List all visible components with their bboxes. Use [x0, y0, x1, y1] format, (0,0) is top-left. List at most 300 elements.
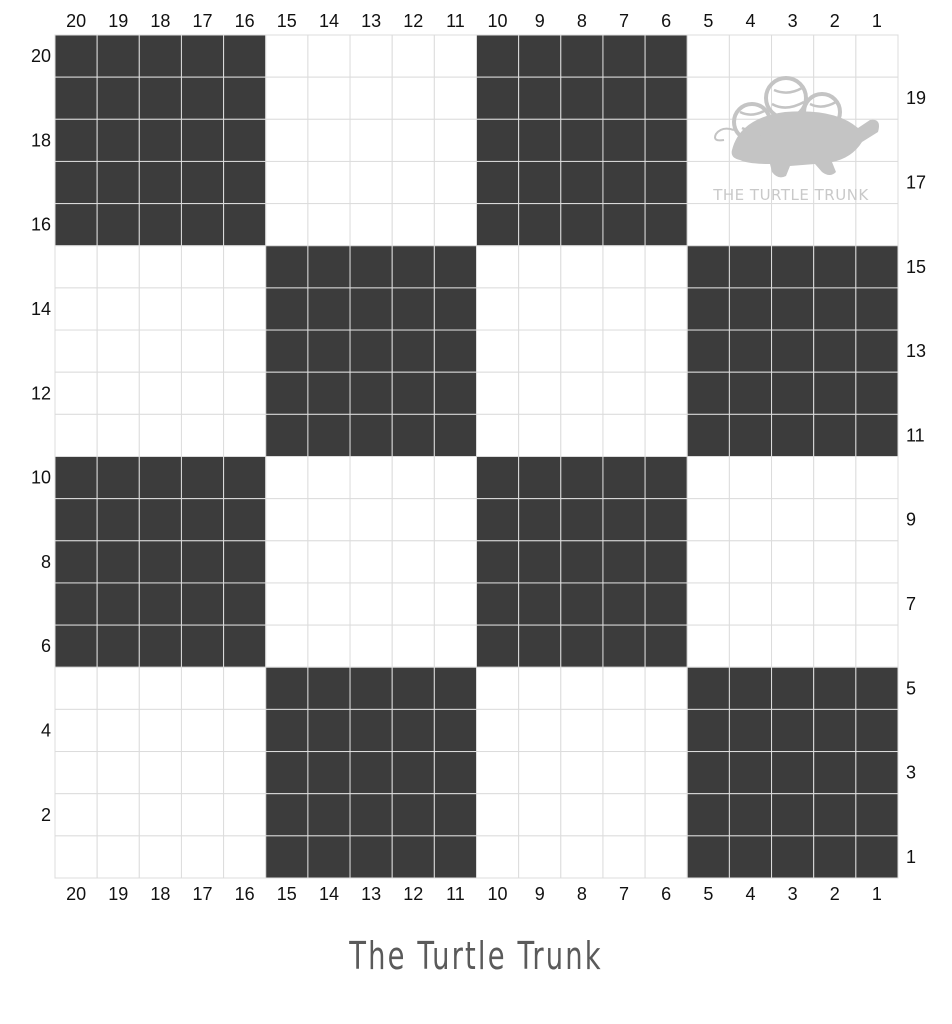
grid-cell-dark	[139, 77, 181, 119]
row-label-right: 5	[906, 678, 917, 699]
grid-cell-dark	[645, 499, 687, 541]
grid-cell-dark	[266, 667, 308, 709]
column-label-bottom: 6	[661, 884, 672, 904]
grid-cell-dark	[97, 204, 139, 246]
grid-cell-light	[856, 625, 898, 667]
grid-cell-dark	[139, 35, 181, 77]
grid-cell-dark	[266, 372, 308, 414]
column-label-bottom: 18	[150, 884, 171, 904]
grid-cell-light	[434, 161, 476, 203]
grid-cell-dark	[266, 752, 308, 794]
grid-cell-light	[139, 836, 181, 878]
row-label-right: 1	[906, 846, 917, 867]
grid-cell-dark	[687, 372, 729, 414]
grid-cell-dark	[856, 372, 898, 414]
column-label-bottom: 8	[576, 884, 587, 904]
grid-cell-dark	[814, 709, 856, 751]
grid-cell-light	[139, 372, 181, 414]
grid-cell-dark	[687, 288, 729, 330]
grid-cell-light	[561, 752, 603, 794]
grid-cell-dark	[224, 457, 266, 499]
grid-cell-dark	[55, 583, 97, 625]
grid-cell-dark	[350, 752, 392, 794]
grid-cell-dark	[97, 161, 139, 203]
grid-cell-dark	[561, 457, 603, 499]
column-label-top: 11	[446, 11, 465, 31]
grid-cell-light	[181, 330, 223, 372]
grid-cell-light	[814, 583, 856, 625]
grid-cell-light	[519, 372, 561, 414]
grid-cell-light	[729, 583, 771, 625]
grid-cell-light	[392, 35, 434, 77]
grid-cell-light	[97, 836, 139, 878]
grid-cell-dark	[181, 77, 223, 119]
column-label-bottom: 11	[446, 884, 465, 904]
column-label-top: 13	[361, 11, 382, 31]
grid-cell-dark	[350, 794, 392, 836]
grid-cell-dark	[266, 246, 308, 288]
grid-cell-dark	[434, 246, 476, 288]
grid-cell-light	[139, 752, 181, 794]
grid-cell-light	[181, 752, 223, 794]
grid-cell-light	[477, 288, 519, 330]
grid-cell-dark	[350, 288, 392, 330]
grid-cell-dark	[308, 330, 350, 372]
grid-cell-light	[856, 204, 898, 246]
grid-cell-dark	[350, 414, 392, 456]
grid-cell-light	[645, 752, 687, 794]
grid-cell-dark	[814, 372, 856, 414]
grid-cell-dark	[729, 667, 771, 709]
grid-cell-light	[814, 541, 856, 583]
grid-cell-light	[97, 246, 139, 288]
grid-cell-dark	[814, 794, 856, 836]
grid-cell-dark	[392, 667, 434, 709]
grid-cell-light	[266, 35, 308, 77]
grid-cell-light	[434, 35, 476, 77]
grid-cell-dark	[729, 794, 771, 836]
grid-cell-dark	[266, 414, 308, 456]
grid-cell-dark	[772, 414, 814, 456]
grid-cell-dark	[519, 499, 561, 541]
grid-cell-dark	[603, 583, 645, 625]
grid-cell-light	[350, 77, 392, 119]
grid-cell-dark	[224, 204, 266, 246]
grid-cell-light	[477, 414, 519, 456]
row-label-left: 20	[30, 46, 51, 67]
grid-cell-light	[645, 246, 687, 288]
grid-cell-light	[519, 288, 561, 330]
grid-cell-light	[561, 667, 603, 709]
grid-cell-light	[224, 836, 266, 878]
grid-cell-dark	[350, 709, 392, 751]
grid-cell-light	[55, 288, 97, 330]
column-label-top: 8	[576, 11, 587, 31]
grid-cell-dark	[814, 836, 856, 878]
grid-cell-dark	[139, 541, 181, 583]
grid-cell-dark	[434, 709, 476, 751]
grid-cell-light	[55, 752, 97, 794]
grid-cell-dark	[97, 625, 139, 667]
grid-cell-dark	[645, 35, 687, 77]
grid-cell-dark	[814, 414, 856, 456]
grid-cell-dark	[181, 583, 223, 625]
grid-cell-dark	[350, 836, 392, 878]
column-label-top: 3	[787, 11, 798, 31]
column-label-top: 5	[703, 11, 714, 31]
grid-cell-light	[434, 77, 476, 119]
grid-cell-dark	[266, 836, 308, 878]
grid-cell-light	[434, 499, 476, 541]
grid-cell-dark	[772, 372, 814, 414]
grid-cell-dark	[519, 161, 561, 203]
grid-cell-light	[224, 246, 266, 288]
grid-cell-light	[729, 541, 771, 583]
grid-cell-light	[687, 625, 729, 667]
grid-cell-light	[687, 457, 729, 499]
grid-cell-dark	[729, 246, 771, 288]
grid-cell-dark	[687, 667, 729, 709]
grid-cell-dark	[814, 330, 856, 372]
grid-cell-dark	[97, 35, 139, 77]
grid-cell-dark	[139, 583, 181, 625]
grid-cell-light	[519, 794, 561, 836]
grid-cell-light	[645, 794, 687, 836]
grid-cell-dark	[392, 288, 434, 330]
row-label-right: 13	[906, 341, 927, 362]
grid-cell-light	[477, 709, 519, 751]
grid-cell-light	[181, 288, 223, 330]
grid-cell-light	[350, 119, 392, 161]
grid-cell-light	[561, 330, 603, 372]
grid-cell-light	[603, 709, 645, 751]
watermark-text: THE TURTLE TRUNK	[713, 186, 869, 204]
grid-cell-dark	[772, 752, 814, 794]
grid-cell-dark	[856, 246, 898, 288]
grid-cell-light	[603, 794, 645, 836]
grid-cell-light	[224, 752, 266, 794]
column-label-top: 9	[534, 11, 545, 31]
grid-cell-dark	[856, 709, 898, 751]
grid-cell-dark	[477, 119, 519, 161]
grid-cell-light	[224, 372, 266, 414]
grid-cell-dark	[856, 330, 898, 372]
grid-cell-light	[477, 836, 519, 878]
column-label-top: 6	[661, 11, 672, 31]
grid-cell-light	[561, 836, 603, 878]
grid-cell-dark	[603, 119, 645, 161]
grid-cell-dark	[729, 288, 771, 330]
grid-cell-light	[856, 499, 898, 541]
grid-cell-light	[55, 330, 97, 372]
grid-cell-dark	[308, 836, 350, 878]
grid-cell-dark	[266, 709, 308, 751]
grid-cell-dark	[687, 414, 729, 456]
grid-cell-dark	[687, 752, 729, 794]
grid-cell-light	[55, 372, 97, 414]
grid-cell-dark	[266, 794, 308, 836]
grid-cell-dark	[772, 667, 814, 709]
grid-cell-light	[392, 204, 434, 246]
column-label-top: 20	[66, 11, 87, 31]
grid-cell-light	[434, 625, 476, 667]
grid-cell-light	[55, 836, 97, 878]
grid-cell-dark	[519, 541, 561, 583]
grid-cell-light	[603, 246, 645, 288]
grid-cell-light	[519, 752, 561, 794]
grid-cell-light	[519, 246, 561, 288]
grid-cell-dark	[139, 204, 181, 246]
row-label-left: 6	[40, 636, 51, 657]
row-label-left: 18	[30, 130, 51, 151]
row-label-left: 8	[40, 551, 51, 572]
grid-cell-light	[519, 836, 561, 878]
grid-cell-dark	[55, 161, 97, 203]
grid-cell-dark	[308, 288, 350, 330]
grid-cell-light	[181, 709, 223, 751]
grid-cell-light	[224, 288, 266, 330]
grid-cell-dark	[434, 288, 476, 330]
grid-cell-light	[477, 667, 519, 709]
grid-cell-dark	[139, 457, 181, 499]
grid-cell-light	[350, 625, 392, 667]
grid-cell-dark	[181, 161, 223, 203]
grid-cell-light	[55, 794, 97, 836]
grid-cell-light	[603, 414, 645, 456]
grid-cell-light	[308, 541, 350, 583]
grid-cell-dark	[645, 583, 687, 625]
grid-cell-light	[392, 119, 434, 161]
grid-cell-dark	[687, 709, 729, 751]
grid-cell-dark	[55, 541, 97, 583]
row-label-left: 16	[30, 214, 51, 235]
column-label-top: 7	[619, 11, 630, 31]
grid-cell-light	[603, 372, 645, 414]
grid-cell-dark	[477, 541, 519, 583]
grid-cell-dark	[814, 246, 856, 288]
grid-cell-dark	[434, 794, 476, 836]
grid-cell-dark	[350, 667, 392, 709]
grid-cell-light	[856, 541, 898, 583]
grid-cell-light	[308, 457, 350, 499]
grid-cell-dark	[561, 119, 603, 161]
column-label-top: 1	[871, 11, 882, 31]
grid-cell-dark	[645, 119, 687, 161]
grid-cell-light	[308, 583, 350, 625]
grid-cell-dark	[561, 625, 603, 667]
grid-cell-dark	[519, 35, 561, 77]
column-label-bottom: 2	[829, 884, 840, 904]
row-label-left: 10	[30, 467, 51, 488]
grid-cell-dark	[856, 836, 898, 878]
grid-cell-light	[97, 667, 139, 709]
grid-cell-light	[139, 709, 181, 751]
grid-cell-dark	[729, 836, 771, 878]
grid-cell-light	[266, 161, 308, 203]
grid-cell-dark	[561, 204, 603, 246]
grid-cell-light	[814, 499, 856, 541]
grid-cell-light	[350, 161, 392, 203]
grid-cell-light	[139, 246, 181, 288]
grid-cell-light	[350, 541, 392, 583]
grid-cell-light	[434, 541, 476, 583]
grid-cell-light	[308, 161, 350, 203]
grid-cell-dark	[645, 457, 687, 499]
grid-cell-light	[350, 35, 392, 77]
grid-cell-dark	[856, 288, 898, 330]
grid-cell-light	[224, 414, 266, 456]
grid-cell-light	[772, 499, 814, 541]
grid-cell-dark	[561, 77, 603, 119]
grid-cell-light	[392, 583, 434, 625]
grid-cell-light	[181, 414, 223, 456]
grid-cell-light	[139, 794, 181, 836]
grid-cell-dark	[519, 457, 561, 499]
grid-cell-dark	[729, 414, 771, 456]
grid-cell-light	[772, 457, 814, 499]
grid-cell-dark	[603, 204, 645, 246]
grid-cell-dark	[477, 625, 519, 667]
grid-cell-dark	[814, 667, 856, 709]
grid-cell-dark	[266, 288, 308, 330]
grid-cell-dark	[224, 35, 266, 77]
grid-cell-light	[266, 204, 308, 246]
grid-cell-light	[55, 246, 97, 288]
row-label-left: 12	[30, 383, 51, 404]
column-label-top: 14	[318, 11, 339, 31]
grid-cell-dark	[55, 119, 97, 161]
grid-cell-dark	[55, 77, 97, 119]
grid-cell-light	[139, 330, 181, 372]
grid-cell-light	[477, 330, 519, 372]
grid-cell-dark	[392, 794, 434, 836]
grid-cell-dark	[350, 246, 392, 288]
grid-cell-dark	[181, 541, 223, 583]
grid-cell-dark	[477, 204, 519, 246]
grid-cell-dark	[139, 625, 181, 667]
grid-cell-light	[645, 414, 687, 456]
grid-cell-light	[519, 709, 561, 751]
grid-cell-dark	[308, 246, 350, 288]
grid-cell-dark	[392, 246, 434, 288]
grid-cell-light	[392, 457, 434, 499]
column-label-bottom: 15	[276, 884, 297, 904]
grid-cell-light	[181, 836, 223, 878]
grid-cell-light	[266, 499, 308, 541]
grid-cell-dark	[434, 330, 476, 372]
grid-cell-dark	[97, 499, 139, 541]
grid-cell-light	[308, 119, 350, 161]
grid-cell-light	[729, 204, 771, 246]
grid-cell-light	[392, 77, 434, 119]
grid-cell-light	[392, 625, 434, 667]
grid-cell-light	[181, 794, 223, 836]
grid-cell-light	[645, 372, 687, 414]
grid-cell-dark	[477, 35, 519, 77]
grid-cell-light	[772, 583, 814, 625]
grid-cell-light	[561, 709, 603, 751]
grid-cell-dark	[392, 752, 434, 794]
grid-cell-light	[645, 330, 687, 372]
grid-cell-dark	[392, 709, 434, 751]
grid-cell-dark	[729, 752, 771, 794]
grid-cell-light	[97, 330, 139, 372]
grid-cell-dark	[139, 161, 181, 203]
grid-cell-light	[645, 667, 687, 709]
grid-cell-dark	[181, 625, 223, 667]
grid-cell-dark	[519, 119, 561, 161]
grid-cell-light	[477, 372, 519, 414]
column-label-top: 16	[234, 11, 255, 31]
grid-cell-light	[181, 372, 223, 414]
grid-cell-light	[603, 330, 645, 372]
grid-cell-dark	[477, 457, 519, 499]
column-label-top: 4	[745, 11, 756, 31]
grid-cell-dark	[434, 752, 476, 794]
grid-cell-light	[645, 836, 687, 878]
grid-cell-light	[350, 204, 392, 246]
grid-cell-dark	[687, 246, 729, 288]
grid-cell-light	[224, 330, 266, 372]
grid-cell-light	[729, 499, 771, 541]
grid-cell-dark	[856, 414, 898, 456]
grid-cell-dark	[603, 35, 645, 77]
grid-cell-dark	[729, 709, 771, 751]
grid-cell-dark	[224, 541, 266, 583]
grid-cell-dark	[772, 330, 814, 372]
grid-cell-light	[434, 457, 476, 499]
grid-cell-light	[687, 204, 729, 246]
column-label-top: 10	[487, 11, 508, 31]
grid-cell-dark	[477, 161, 519, 203]
column-label-bottom: 16	[234, 884, 255, 904]
grid-cell-light	[350, 583, 392, 625]
grid-cell-dark	[308, 752, 350, 794]
grid-cell-dark	[561, 499, 603, 541]
grid-cell-light	[97, 709, 139, 751]
column-label-bottom: 14	[318, 884, 339, 904]
grid-cell-dark	[97, 583, 139, 625]
grid-cell-dark	[519, 625, 561, 667]
grid-cell-dark	[814, 752, 856, 794]
grid-cell-light	[181, 667, 223, 709]
row-label-left: 2	[40, 804, 51, 825]
column-label-bottom: 19	[108, 884, 129, 904]
grid-cell-light	[434, 204, 476, 246]
grid-cell-dark	[772, 794, 814, 836]
grid-cell-dark	[55, 499, 97, 541]
grid-cell-light	[561, 246, 603, 288]
grid-cell-light	[603, 288, 645, 330]
grid-cell-dark	[224, 77, 266, 119]
grid-cell-dark	[97, 119, 139, 161]
grid-cell-light	[266, 541, 308, 583]
grid-cell-light	[55, 709, 97, 751]
grid-cell-dark	[687, 330, 729, 372]
grid-cell-dark	[561, 161, 603, 203]
grid-cell-dark	[856, 794, 898, 836]
grid-cell-light	[392, 499, 434, 541]
grid-cell-light	[477, 246, 519, 288]
grid-cell-dark	[224, 499, 266, 541]
grid-cell-dark	[603, 541, 645, 583]
row-label-right: 7	[906, 594, 917, 615]
grid-cell-dark	[561, 35, 603, 77]
row-label-right: 9	[906, 509, 917, 530]
grid-cell-light	[266, 625, 308, 667]
grid-cell-light	[477, 752, 519, 794]
grid-cell-light	[434, 583, 476, 625]
